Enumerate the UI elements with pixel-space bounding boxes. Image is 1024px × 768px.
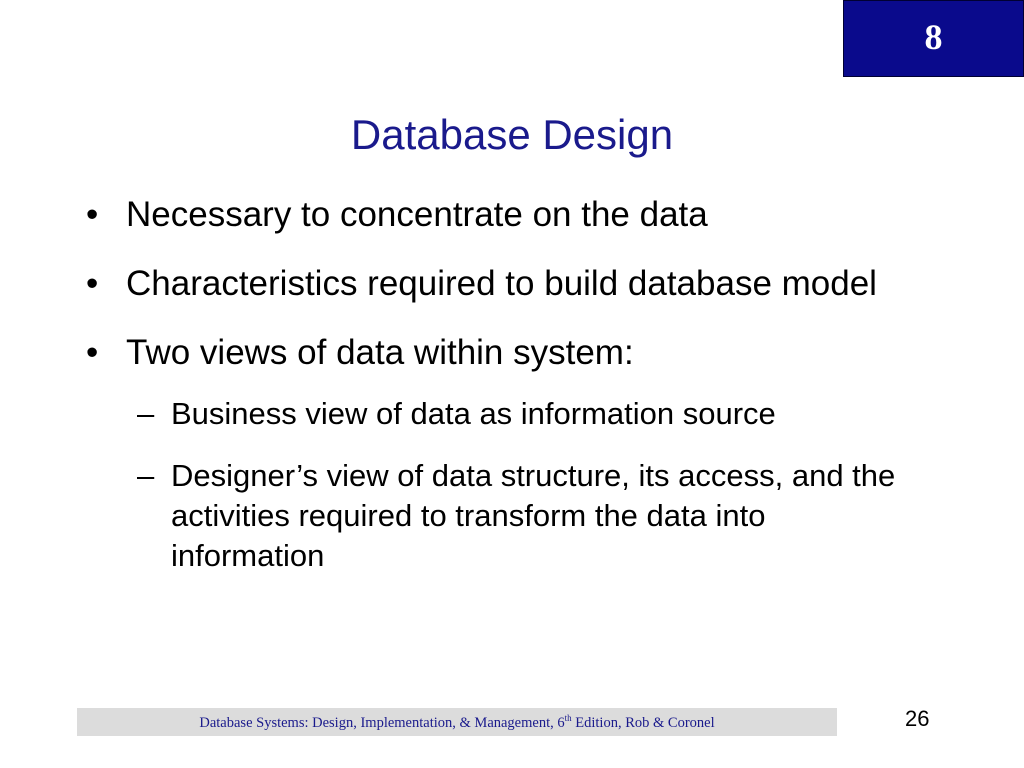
bullet-dot-icon: • bbox=[86, 195, 99, 234]
footer-citation bbox=[77, 714, 837, 732]
sub-bullet-item bbox=[137, 394, 926, 434]
sub-bullet-text: Business view of data as information source bbox=[171, 396, 776, 431]
footer-text-end: Edition, Rob & Coronel bbox=[571, 715, 715, 731]
bullet-dot-icon: • bbox=[86, 264, 99, 303]
bullet-text: Two views of data within system: bbox=[126, 333, 634, 372]
chapter-badge bbox=[843, 0, 1024, 77]
bullet-list bbox=[86, 194, 926, 598]
sub-bullet-item bbox=[137, 456, 926, 576]
bullet-text: Characteristics required to build database model bbox=[126, 264, 877, 303]
footer-text-main: Database Systems: Design, Implementation, & Management, 6 bbox=[199, 715, 565, 731]
bullet-item bbox=[86, 263, 926, 305]
footer-bar bbox=[77, 708, 837, 736]
slide-title: Database Design bbox=[350, 111, 674, 158]
bullet-item bbox=[86, 194, 926, 236]
page-number: 26 bbox=[905, 706, 930, 731]
chapter-number: 8 bbox=[924, 17, 943, 57]
bullet-item bbox=[86, 332, 926, 374]
footer-superscript: th bbox=[564, 713, 572, 724]
bullet-dot-icon: • bbox=[86, 333, 99, 372]
bullet-text: Necessary to concentrate on the data bbox=[126, 195, 708, 234]
sub-bullet-text: Designer’s view of data structure, its access, and the activities required to transform the data into information bbox=[171, 458, 896, 573]
dash-icon: – bbox=[137, 396, 155, 431]
dash-icon: – bbox=[137, 458, 155, 493]
